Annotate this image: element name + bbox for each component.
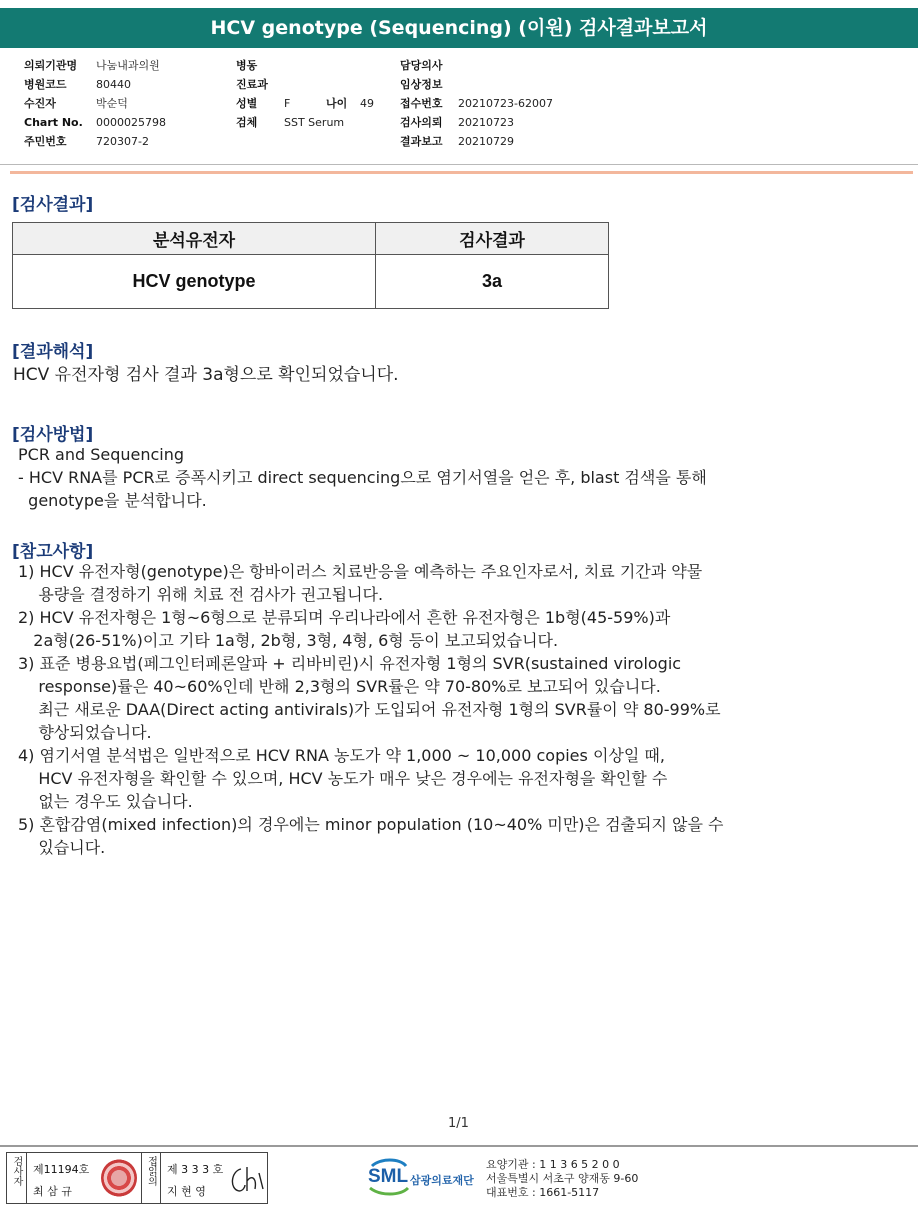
value-resident-no: 720307-2 — [96, 135, 149, 148]
page-number: 1/1 — [448, 1116, 469, 1131]
note-line: response)률은 40~60%인데 반해 2,3형의 SVR률은 약 70-80%로 보고되어 있습니다. — [18, 677, 661, 696]
institution-address — [486, 1158, 638, 1200]
patient-info-col3 — [400, 56, 553, 151]
address-line: 요양기관 : 1 1 3 6 5 2 0 0 — [486, 1158, 620, 1171]
note-line: 4) 염기서열 분석법은 일반적으로 HCV RNA 농도가 약 1,000 ~ 10,000 copies 이상일 때, — [18, 746, 665, 765]
header-divider — [0, 164, 918, 165]
label-hospital-code: 병원코드 — [24, 78, 67, 91]
note-line: 5) 혼합감염(mixed infection)의 경우에는 minor population (10~40% 미만)은 검출되지 않을 수 — [18, 815, 724, 834]
examiner-label: 검사자 — [7, 1153, 27, 1203]
result-heading: [검사결과] — [12, 195, 94, 215]
label-patient: 수진자 — [24, 97, 56, 110]
note-line: 향상되었습니다. — [18, 723, 152, 742]
value-request-date: 20210723 — [458, 116, 514, 129]
examiner-seal — [101, 1159, 137, 1197]
label-age: 나이 — [326, 97, 348, 110]
label-receipt-no: 접수번호 — [400, 97, 443, 110]
sml-logo — [366, 1158, 486, 1196]
table-header-result: 검사결과 — [376, 223, 609, 255]
method-line: - HCV RNA를 PCR로 증폭시키고 direct sequencing으로 염기서열을 얻은 후, blast 검색을 통해 — [18, 468, 707, 487]
method-heading: [검사방법] — [12, 425, 94, 445]
label-resident-no: 주민번호 — [24, 135, 67, 148]
sml-org-name: 삼광의료재단 — [410, 1174, 474, 1187]
reviewer-label: 접읽의 — [141, 1153, 161, 1203]
interpretation-heading: [결과해석] — [12, 342, 94, 362]
label-specimen: 검체 — [236, 116, 258, 129]
reviewer-name: 지 현 영 — [167, 1185, 206, 1198]
examiner-name: 최 삼 규 — [33, 1185, 72, 1198]
signature-image — [227, 1161, 267, 1197]
note-line: 2a형(26-51%)이고 기타 1a형, 2b형, 3형, 4형, 6형 등이 보고되었습니다. — [18, 631, 559, 650]
reviewer-license: 제 3 3 3 호 — [167, 1163, 224, 1176]
note-line: 최근 새로운 DAA(Direct acting antivirals)가 도입되어 유전자형 1형의 SVR률이 약 80-99%로 — [18, 700, 721, 719]
value-institution: 나눔내과의원 — [96, 59, 160, 72]
value-receipt-no: 20210723-62007 — [458, 97, 553, 110]
value-report-date: 20210729 — [458, 135, 514, 148]
address-line: 대표번호 : 1661-5117 — [486, 1186, 600, 1199]
patient-info-col2 — [236, 56, 374, 132]
cell-gene: HCV genotype — [13, 255, 376, 309]
method-line: genotype을 분석합니다. — [18, 491, 207, 510]
method-line: PCR and Sequencing — [18, 445, 185, 464]
value-specimen: SST Serum — [284, 116, 345, 129]
note-line: 1) HCV 유전자형(genotype)은 항바이러스 치료반응을 예측하는 주요인자로서, 치료 기간과 약물 — [18, 562, 703, 581]
interpretation-text: HCV 유전자형 검사 결과 3a형으로 확인되었습니다. — [13, 365, 399, 385]
label-report-date: 결과보고 — [400, 135, 443, 148]
label-gender: 성별 — [236, 97, 258, 110]
examiner-license: 제11194호 — [33, 1163, 90, 1176]
note-line: 3) 표준 병용요법(페그인터페론알파 + 리바비린)시 유전자형 1형의 SVR(sustained virologic — [18, 654, 682, 673]
value-chart-no: 0000025798 — [96, 116, 166, 129]
note-line: 용량을 결정하기 위해 치료 전 검사가 권고됩니다. — [18, 585, 384, 604]
table-row — [13, 255, 609, 309]
value-gender: F — [284, 97, 291, 110]
value-patient: 박순덕 — [96, 97, 128, 110]
value-hospital-code: 80440 — [96, 78, 131, 91]
table-header-gene: 분석유전자 — [13, 223, 376, 255]
cell-result: 3a — [376, 255, 609, 309]
note-line: HCV 유전자형을 확인할 수 있으며, HCV 농도가 매우 낮은 경우에는 유전자형을 확인할 수 — [18, 769, 668, 788]
label-request-date: 검사의뢰 — [400, 116, 443, 129]
notes-heading: [참고사항] — [12, 542, 94, 562]
note-line: 2) HCV 유전자형은 1형~6형으로 분류되며 우리나라에서 흔한 유전자형은 1b형(45-59%)과 — [18, 608, 671, 627]
label-ward: 병동 — [236, 59, 258, 72]
accent-divider — [10, 171, 913, 174]
method-text — [18, 443, 707, 512]
patient-info — [24, 56, 904, 152]
address-line: 서울특별시 서초구 양재동 9-60 — [486, 1172, 639, 1185]
note-line: 없는 경우도 있습니다. — [18, 792, 193, 811]
notes-text — [18, 560, 723, 859]
table-header-row — [13, 223, 609, 255]
label-department: 진료과 — [236, 78, 268, 91]
result-table — [12, 222, 609, 309]
footer-divider — [0, 1145, 918, 1147]
signature-box — [6, 1152, 268, 1204]
label-chart-no: Chart No. — [24, 116, 83, 129]
sml-logo-text: SML — [368, 1166, 409, 1187]
label-institution: 의뢰기관명 — [24, 59, 78, 72]
report-title: HCV genotype (Sequencing) (이원) 검사결과보고서 — [0, 8, 918, 48]
patient-info-col1 — [24, 56, 166, 151]
label-clinical-info: 임상정보 — [400, 78, 443, 91]
label-doctor: 담당의사 — [400, 59, 443, 72]
value-age: 49 — [360, 97, 374, 110]
note-line: 있습니다. — [18, 838, 106, 857]
